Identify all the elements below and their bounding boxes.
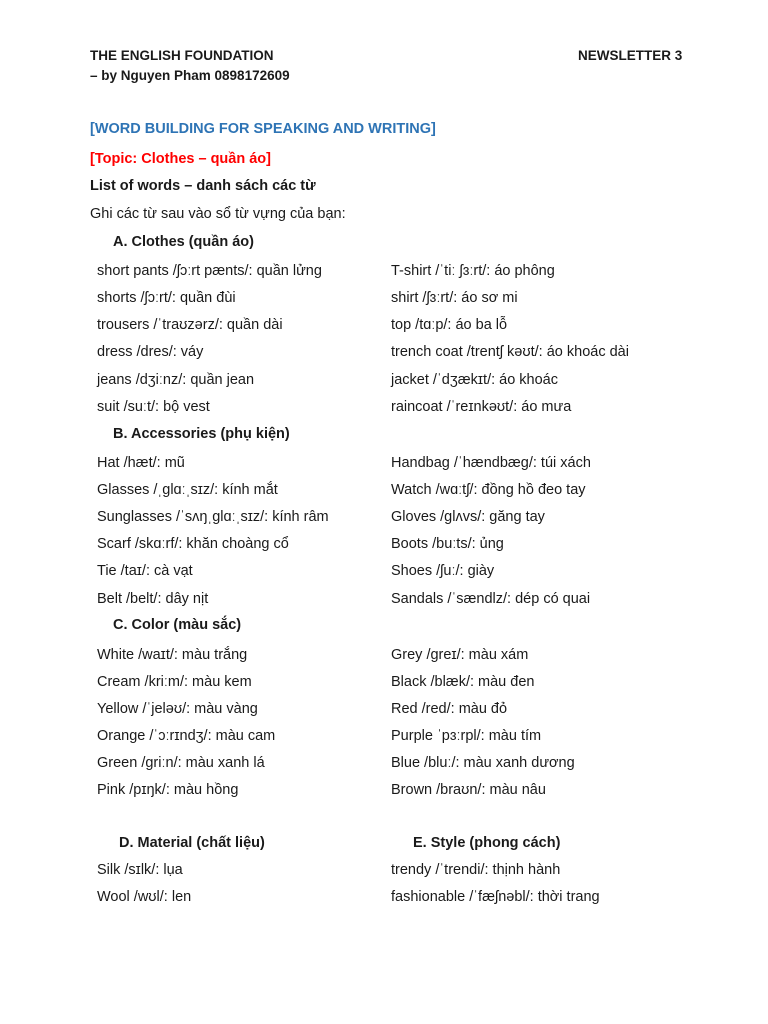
list-item: Cream /kriːm/: màu kem	[97, 674, 252, 690]
list-item: Boots /buːts/: ủng	[391, 536, 504, 552]
author-line: – by Nguyen Pham 0898172609	[90, 68, 290, 83]
list-item: Tie /taɪ/: cà vạt	[97, 563, 193, 579]
list-item: Gloves /ɡlʌvs/: găng tay	[391, 509, 545, 525]
list-item: Scarf /skɑːrf/: khăn choàng cổ	[97, 536, 289, 552]
list-item: Yellow /ˈjeləʊ/: màu vàng	[97, 701, 258, 717]
list-item: Sandals /ˈsændlz/: dép có quai	[391, 591, 591, 607]
list-item: Silk /sɪlk/: lụa	[97, 862, 183, 878]
list-item: top /tɑːp/: áo ba lỗ	[391, 317, 508, 333]
list-item: dress /dres/: váy	[97, 344, 204, 360]
list-heading: List of words – danh sách các từ	[90, 178, 316, 194]
list-item: trench coat /trentʃ kəʊt/: áo khoác dài	[391, 344, 629, 360]
list-item: Green /ɡriːn/: màu xanh lá	[97, 755, 265, 771]
list-item: jacket /ˈdʒækɪt/: áo khoác	[391, 372, 558, 388]
list-item: Sunglasses /ˈsʌŋˌɡlɑːˌsɪz/: kính râm	[97, 509, 329, 525]
org-name: THE ENGLISH FOUNDATION	[90, 48, 274, 63]
list-item: Purple ˈpɜːrpl/: màu tím	[391, 728, 542, 744]
list-item: short pants /ʃɔːrt pænts/: quần lửng	[97, 263, 322, 279]
topic-heading: [Topic: Clothes – quần áo]	[90, 151, 271, 167]
list-item: Blue /bluː/: màu xanh dương	[391, 755, 575, 771]
list-item: shorts /ʃɔːrt/: quần đùi	[97, 290, 236, 306]
list-item: suit /suːt/: bộ vest	[97, 399, 210, 415]
list-item: trousers /ˈtraʊzərz/: quần dài	[97, 317, 283, 333]
list-item: Handbag /ˈhændbæɡ/: túi xách	[391, 455, 591, 471]
list-item: Shoes /ʃuː/: giày	[391, 563, 495, 579]
list-item: trendy /ˈtrendi/: thịnh hành	[391, 862, 561, 878]
list-item: jeans /dʒiːnz/: quần jean	[97, 372, 255, 388]
list-item: Brown /braʊn/: màu nâu	[391, 782, 546, 798]
page-title: [WORD BUILDING FOR SPEAKING AND WRITING]	[90, 121, 436, 137]
list-item: Black /blæk/: màu đen	[391, 674, 535, 690]
newsletter-label: NEWSLETTER 3	[578, 48, 683, 63]
list-item: Belt /belt/: dây nịt	[97, 591, 209, 607]
list-item: Wool /wʊl/: len	[97, 889, 192, 905]
list-item: Pink /pɪŋk/: màu hồng	[97, 782, 239, 798]
list-item: Glasses /ˌɡlɑːˌsɪz/: kính mắt	[97, 482, 278, 498]
list-item: Grey /ɡreɪ/: màu xám	[391, 647, 529, 663]
section-heading-material: D. Material (chất liệu)	[119, 835, 265, 851]
list-item: shirt /ʃɜːrt/: áo sơ mi	[391, 290, 518, 306]
section-heading-style: E. Style (phong cách)	[413, 835, 561, 851]
list-item: White /waɪt/: màu trắng	[97, 647, 248, 663]
section-heading-accessories: B. Accessories (phụ kiện)	[113, 426, 290, 442]
list-item: Watch /wɑːtʃ/: đồng hồ đeo tay	[391, 482, 586, 498]
list-item: Orange /ˈɔːrɪndʒ/: màu cam	[97, 728, 276, 744]
instruction-text: Ghi các từ sau vào sổ từ vựng của bạn:	[90, 206, 346, 222]
list-item: raincoat /ˈreɪnkəʊt/: áo mưa	[391, 399, 572, 415]
list-item: Hat /hæt/: mũ	[97, 455, 185, 471]
list-item: Red /red/: màu đỏ	[391, 701, 508, 717]
section-heading-color: C. Color (màu sắc)	[113, 617, 242, 633]
list-item: fashionable /ˈfæʃnəbl/: thời trang	[391, 889, 600, 905]
section-heading-clothes: A. Clothes (quần áo)	[113, 234, 254, 250]
list-item: T-shirt /ˈtiː ʃɜːrt/: áo phông	[391, 263, 555, 279]
